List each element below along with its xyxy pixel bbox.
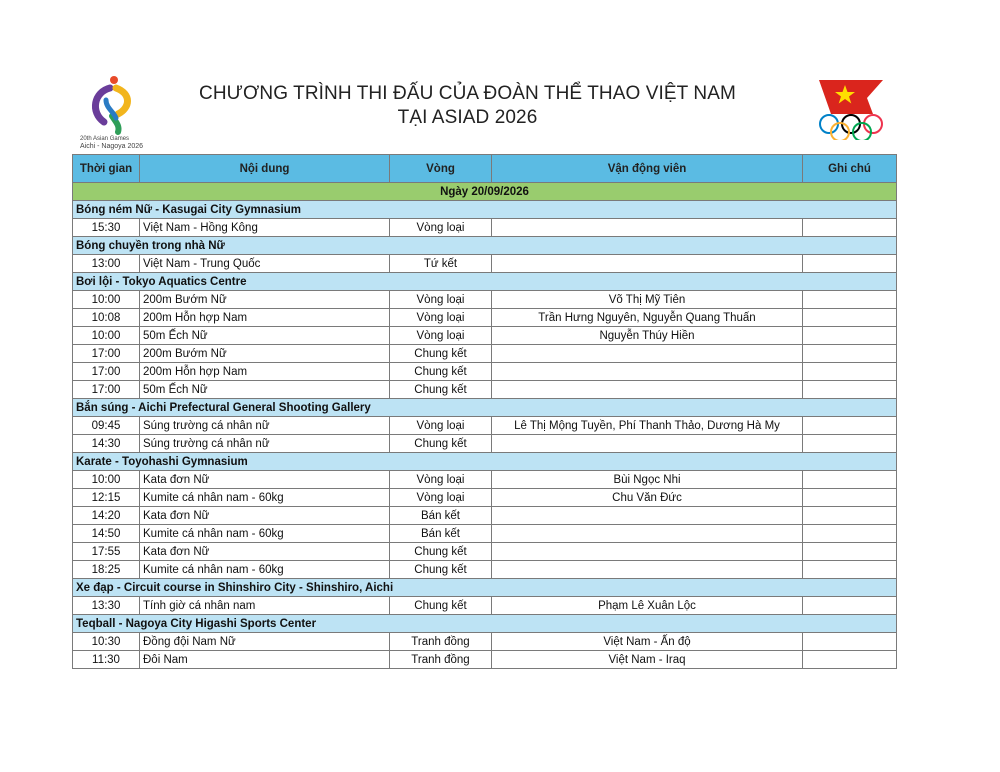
cell-time: 14:50 [73, 525, 140, 543]
cell-event: Việt Nam - Hồng Kông [140, 219, 390, 237]
title-line1: CHƯƠNG TRÌNH THI ĐẤU CỦA ĐOÀN THỂ THAO VIỆT NAM [199, 83, 736, 104]
table-row [73, 255, 897, 273]
table-row [73, 291, 897, 309]
col-header-athletes: Vận động viên [492, 155, 803, 183]
col-header-notes: Ghi chú [803, 155, 897, 183]
venue-label: Karate - Toyohashi Gymnasium [73, 453, 897, 471]
cell-notes [803, 291, 897, 309]
venue-row [73, 579, 897, 597]
cell-event: Việt Nam - Trung Quốc [140, 255, 390, 273]
cell-athletes: Bùi Ngọc Nhi [492, 471, 803, 489]
cell-notes [803, 363, 897, 381]
table-row [73, 489, 897, 507]
cell-round: Chung kết [390, 543, 492, 561]
table-row [73, 435, 897, 453]
cell-round: Tranh đồng [390, 651, 492, 669]
cell-athletes: Lê Thị Mộng Tuyền, Phí Thanh Thảo, Dương Hà My [492, 417, 803, 435]
cell-round: Vòng loại [390, 309, 492, 327]
cell-athletes: Chu Văn Đức [492, 489, 803, 507]
cell-notes [803, 327, 897, 345]
cell-notes [803, 255, 897, 273]
cell-round: Vòng loại [390, 489, 492, 507]
table-row [73, 543, 897, 561]
cell-athletes: Phạm Lê Xuân Lộc [492, 597, 803, 615]
logo-caption-line2: Aichi - Nagoya 2026 [80, 143, 144, 150]
day-row [73, 183, 897, 201]
table-row [73, 561, 897, 579]
cell-notes [803, 381, 897, 399]
cell-time: 17:55 [73, 543, 140, 561]
cell-notes [803, 561, 897, 579]
venue-label: Bóng ném Nữ - Kasugai City Gymnasium [73, 201, 897, 219]
cell-time: 17:00 [73, 345, 140, 363]
venue-row [73, 453, 897, 471]
day-label: Ngày 20/09/2026 [73, 183, 897, 201]
cell-time: 14:20 [73, 507, 140, 525]
cell-round: Vòng loại [390, 471, 492, 489]
cell-time: 12:15 [73, 489, 140, 507]
table-row [73, 525, 897, 543]
cell-event: 200m Bướm Nữ [140, 291, 390, 309]
cell-athletes: Nguyễn Thúy Hiền [492, 327, 803, 345]
cell-athletes: Việt Nam - Iraq [492, 651, 803, 669]
venue-row [73, 273, 897, 291]
cell-time: 18:25 [73, 561, 140, 579]
cell-notes [803, 435, 897, 453]
table-row [73, 471, 897, 489]
cell-round: Chung kết [390, 597, 492, 615]
cell-athletes: Trần Hưng Nguyên, Nguyễn Quang Thuấn [492, 309, 803, 327]
cell-notes [803, 633, 897, 651]
cell-athletes: Võ Thị Mỹ Tiên [492, 291, 803, 309]
table-row [73, 381, 897, 399]
cell-athletes [492, 255, 803, 273]
cell-notes [803, 309, 897, 327]
table-row [73, 633, 897, 651]
venue-label: Xe đạp - Circuit course in Shinshiro City - Shinshiro, Aichi [73, 579, 897, 597]
cell-event: Kata đơn Nữ [140, 507, 390, 525]
vietnam-olympic-logo [815, 78, 887, 140]
schedule-body [73, 183, 897, 669]
cell-time: 15:30 [73, 219, 140, 237]
cell-event: 200m Hỗn hợp Nam [140, 309, 390, 327]
asian-games-emblem-icon [80, 74, 148, 136]
table-row [73, 363, 897, 381]
cell-event: Súng trường cá nhân nữ [140, 417, 390, 435]
cell-round: Tứ kết [390, 255, 492, 273]
page-title [160, 82, 775, 130]
cell-athletes [492, 525, 803, 543]
title-line2: TẠI ASIAD 2026 [397, 107, 538, 128]
cell-round: Bán kết [390, 507, 492, 525]
table-row [73, 417, 897, 435]
cell-time: 10:30 [73, 633, 140, 651]
cell-round: Vòng loại [390, 291, 492, 309]
cell-athletes: Việt Nam - Ấn độ [492, 633, 803, 651]
cell-notes [803, 525, 897, 543]
table-row [73, 597, 897, 615]
cell-event: Kumite cá nhân nam - 60kg [140, 525, 390, 543]
cell-time: 10:00 [73, 327, 140, 345]
cell-event: Kata đơn Nữ [140, 471, 390, 489]
cell-time: 17:00 [73, 381, 140, 399]
cell-athletes [492, 363, 803, 381]
table-row [73, 327, 897, 345]
cell-notes [803, 489, 897, 507]
table-row [73, 345, 897, 363]
venue-row [73, 237, 897, 255]
logo-caption-line1: 20th Asian Games [80, 136, 130, 142]
cell-notes [803, 507, 897, 525]
cell-round: Vòng loại [390, 417, 492, 435]
cell-athletes [492, 543, 803, 561]
cell-athletes [492, 381, 803, 399]
col-header-round: Vòng [390, 155, 492, 183]
cell-round: Vòng loại [390, 219, 492, 237]
cell-time: 13:00 [73, 255, 140, 273]
cell-round: Bán kết [390, 525, 492, 543]
cell-time: 11:30 [73, 651, 140, 669]
cell-round: Chung kết [390, 435, 492, 453]
cell-time: 14:30 [73, 435, 140, 453]
cell-event: Kumite cá nhân nam - 60kg [140, 489, 390, 507]
cell-event: 200m Bướm Nữ [140, 345, 390, 363]
cell-event: Đồng đội Nam Nữ [140, 633, 390, 651]
cell-time: 17:00 [73, 363, 140, 381]
table-row [73, 219, 897, 237]
col-header-event: Nội dung [140, 155, 390, 183]
cell-time: 10:00 [73, 291, 140, 309]
cell-notes [803, 417, 897, 435]
cell-time: 13:30 [73, 597, 140, 615]
cell-round: Chung kết [390, 345, 492, 363]
cell-athletes [492, 561, 803, 579]
cell-athletes [492, 435, 803, 453]
venue-label: Bơi lội - Tokyo Aquatics Centre [73, 273, 897, 291]
table-row [73, 507, 897, 525]
cell-round: Chung kết [390, 381, 492, 399]
venue-label: Bóng chuyền trong nhà Nữ [73, 237, 897, 255]
cell-athletes [492, 219, 803, 237]
table-header-row [73, 155, 897, 183]
cell-event: 200m Hỗn hợp Nam [140, 363, 390, 381]
table-row [73, 651, 897, 669]
olympic-rings-flag-icon [815, 78, 887, 140]
cell-event: Súng trường cá nhân nữ [140, 435, 390, 453]
cell-event: Kumite cá nhân nam - 60kg [140, 561, 390, 579]
cell-notes [803, 219, 897, 237]
cell-event: 50m Ếch Nữ [140, 381, 390, 399]
cell-notes [803, 543, 897, 561]
cell-event: Kata đơn Nữ [140, 543, 390, 561]
cell-notes [803, 651, 897, 669]
cell-event: 50m Ếch Nữ [140, 327, 390, 345]
cell-time: 10:00 [73, 471, 140, 489]
venue-row [73, 399, 897, 417]
cell-event: Tính giờ cá nhân nam [140, 597, 390, 615]
cell-time: 10:08 [73, 309, 140, 327]
cell-round: Tranh đồng [390, 633, 492, 651]
cell-notes [803, 597, 897, 615]
venue-row [73, 615, 897, 633]
cell-athletes [492, 507, 803, 525]
asian-games-logo [80, 74, 148, 154]
table-row [73, 309, 897, 327]
schedule-table [72, 154, 897, 669]
cell-round: Chung kết [390, 363, 492, 381]
cell-round: Chung kết [390, 561, 492, 579]
cell-athletes [492, 345, 803, 363]
cell-notes [803, 345, 897, 363]
cell-notes [803, 471, 897, 489]
venue-row [73, 201, 897, 219]
venue-label: Teqball - Nagoya City Higashi Sports Center [73, 615, 897, 633]
cell-time: 09:45 [73, 417, 140, 435]
venue-label: Bắn súng - Aichi Prefectural General Shooting Gallery [73, 399, 897, 417]
cell-round: Vòng loại [390, 327, 492, 345]
col-header-time: Thời gian [73, 155, 140, 183]
cell-event: Đôi Nam [140, 651, 390, 669]
